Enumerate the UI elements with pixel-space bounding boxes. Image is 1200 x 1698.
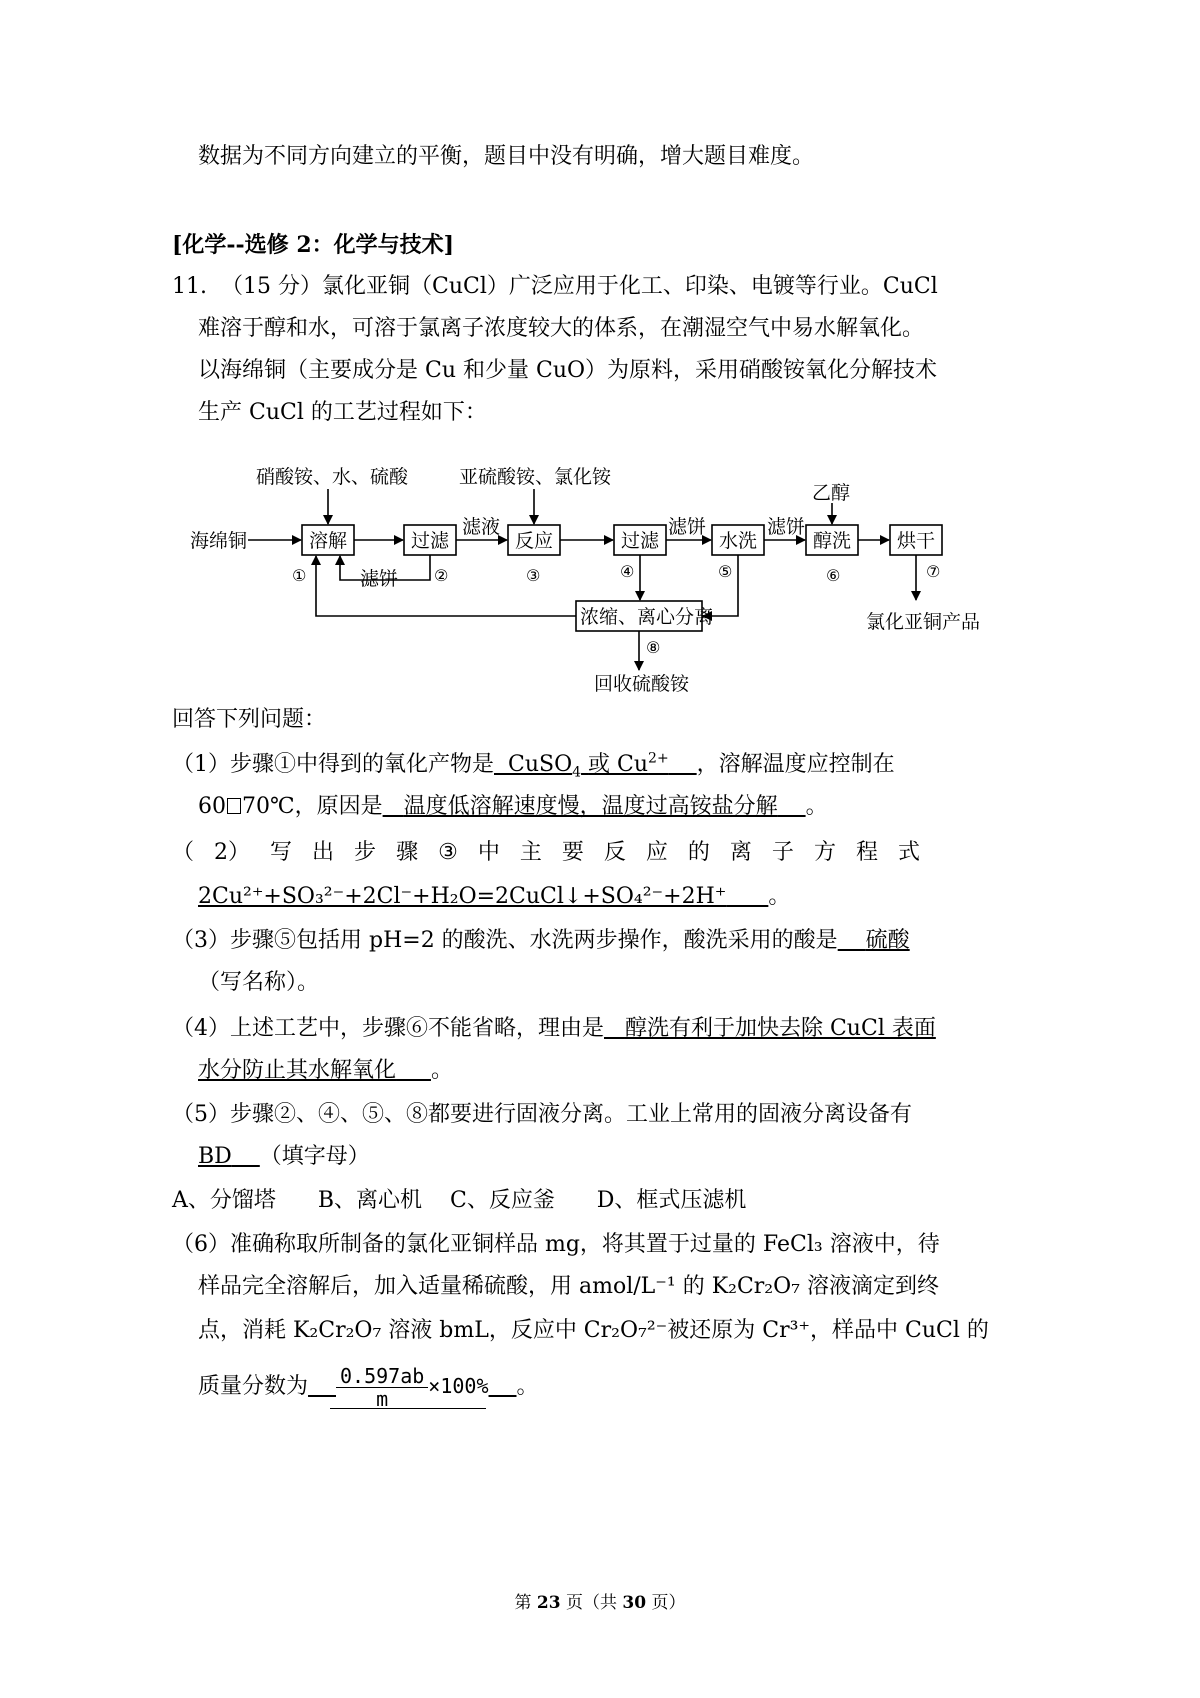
part-2-char: 方 [813,840,836,865]
box-wash-label: 水洗 [719,530,758,552]
part-1-temp-high: 70℃，原因是 [242,794,383,819]
fraction-percent: ×100% [428,1374,489,1398]
box-dry-label: 烘干 [897,530,936,552]
part-6-text: 质量分数为 [198,1374,309,1399]
part-2-line-1 [172,838,920,868]
answer-reason-2: 水分防止其水解氧化 [198,1058,397,1083]
cake-label: 滤饼 [360,568,399,590]
product-label: 氯化亚铜产品 [866,611,980,633]
part-1-answer-2 [383,794,806,819]
part-3-line-1 [172,926,910,956]
part-2-char: 步 [354,840,377,865]
mass-fraction-formula [336,1365,428,1410]
part-2-char: ③ [438,840,458,865]
box-alcwash-label: 醇洗 [813,530,852,552]
part-4-end: 。 [430,1058,453,1083]
cake-label-3: 滤饼 [767,516,806,538]
box-filter2-label: 过滤 [621,530,660,552]
part-6-end: 。 [516,1374,539,1399]
part-2-char: 式 [897,840,920,865]
footer-text-c: 页） [646,1593,686,1613]
part-2-line-2 [198,882,790,912]
question-11-line-2: 难溶于醇和水，可溶于氯离子浓度较大的体系，在潮湿空气中易水解氧化。 [198,316,925,341]
intro-line: 数据为不同方向建立的平衡，题目中没有明确，增大题目难度。 [198,144,815,169]
cake-label-2: 滤饼 [668,516,707,538]
question-points: （15 分） [221,274,322,299]
part-2-char: 主 [519,840,542,865]
step-3-marker: ③ [526,566,541,585]
reagents-2-label: 亚硫酸铵、氯化铵 [459,466,612,488]
part-6-line-4 [198,1362,539,1411]
part-2-char: 要 [561,840,584,865]
box-dissolve-label: 溶解 [309,530,348,552]
part-3-text: （3）步骤⑤包括用 pH=2 的酸洗、水洗两步操作，酸洗采用的酸是 [172,928,838,953]
part-4-line-2 [198,1056,453,1086]
part-1-text-b: ，溶解温度应控制在 [696,752,895,777]
equation-text: 2Cu²⁺+SO₃²⁻+2Cl⁻+H₂O=2CuCl↓+SO₄²⁻+2H⁺ [198,884,727,909]
answer-cuso-text: CuSO [508,752,573,777]
step-5-marker: ⑤ [718,562,733,581]
question-11-line-1 [172,272,938,302]
answer-bd: BD [198,1144,232,1169]
part-6-answer-tail [489,1374,517,1399]
part-2-char: 子 [771,840,794,865]
fraction-numerator: 0.597ab [336,1365,428,1388]
part-2-char: 骤 [396,840,419,865]
part-3-line-2: （写名称）。 [198,970,320,995]
fraction-denominator: m [376,1386,389,1411]
recover-label: 回收硫酸铵 [594,673,690,695]
part-5-answer [198,1144,260,1169]
part-2-char: 离 [729,840,752,865]
part-5-hint: （填字母） [259,1144,370,1169]
answer-2-text: 温度低溶解速度慢，温度过高铵盐分解 [403,794,778,819]
box-filter1-label: 过滤 [411,530,450,552]
footer-text-b: 页（共 [560,1593,623,1613]
part-6-line-3: 点，消耗 K₂Cr₂O₇ 溶液 bmL，反应中 Cr₂O₇²⁻被还原为 Cr³⁺，样品中 CuCl 的 [198,1318,989,1343]
part-4-answer-1 [604,1016,936,1041]
answer-intro: 回答下列问题： [172,707,327,732]
filtrate-label: 滤液 [462,516,501,538]
part-2-char: 程 [855,840,878,865]
part-1-answer-1 [494,750,697,781]
process-flow-diagram [180,455,980,695]
question-number: 11. [172,274,207,299]
start-material-label: 海绵铜 [190,530,248,552]
answer-cu-text: 或 Cu [588,752,649,777]
part-2-equation [198,884,768,909]
part-1-line-1 [172,750,895,780]
answer-reason-1: 醇洗有利于加快去除 CuCl 表面 [624,1016,936,1041]
part-1-temp-low: 60 [198,794,226,819]
part-2-end: 。 [768,884,791,909]
part-4-text: （4）上述工艺中，步骤⑥不能省略，理由是 [172,1016,604,1041]
part-2-char: 反 [603,840,626,865]
part-2-char: 写 [270,840,293,865]
box-concentrate-label: 浓缩、离心分离 [580,606,714,628]
part-6-line-2: 样品完全溶解后，加入适量稀硫酸，用 amol/L⁻¹ 的 K₂Cr₂O₇ 溶液滴定到终 [198,1274,939,1299]
part-3-answer [838,928,910,953]
part-5-line-1: （5）步骤②、④、⑤、⑧都要进行固液分离。工业上常用的固液分离设备有 [172,1102,912,1127]
part-1-text: （1）步骤①中得到的氧化产物是 [172,752,494,777]
question-11-line-3: 以海绵铜（主要成分是 Cu 和少量 CuO）为原料，采用硝酸铵氧化分解技术 [198,358,938,383]
question-11-line-4: 生产 CuCl 的工艺过程如下： [198,400,487,425]
box-react-label: 反应 [515,530,554,552]
question-stem-text: 氯化亚铜（CuCl）广泛应用于化工、印染、电镀等行业。CuCl [322,274,938,299]
missing-glyph-box [227,798,241,814]
answer-acid: 硫酸 [865,928,910,953]
part-4-answer-2 [198,1058,431,1083]
step-2-marker: ② [434,566,449,585]
part-2-char: （ [172,840,195,865]
part-5-options: A、分馏塔 B、离心机 C、反应釜 D、框式压滤机 [172,1188,747,1213]
footer-page-number: 23 [536,1593,561,1613]
step-7-marker: ⑦ [926,562,941,581]
part-2-char: 2） [214,840,251,865]
part-6-line-1: （6）准确称取所制备的氯化亚铜样品 mg，将其置于过量的 FeCl₃ 溶液中，待 [172,1232,940,1257]
part-5-line-2 [198,1142,370,1172]
answer-underline [330,1408,486,1409]
part-2-char: 的 [687,840,710,865]
part-2-char: 应 [645,840,668,865]
reagents-1-label: 硝酸铵、水、硫酸 [256,466,409,488]
part-1-end: 。 [805,794,828,819]
footer-total-pages: 30 [622,1593,647,1613]
step-6-marker: ⑥ [826,566,841,585]
part-6-answer-blank [308,1374,336,1399]
ethanol-label: 乙醇 [812,482,851,504]
part-4-line-1 [172,1014,936,1044]
step-4-marker: ④ [620,562,635,581]
part-2-char: 中 [477,840,500,865]
step-1-marker: ① [292,566,307,585]
page-footer [0,1592,1200,1614]
section-title: [化学--选修 2：化学与技术] [172,232,455,258]
answer-cu-sup: 2+ [648,750,669,767]
answer-cuso-sub: 4 [572,764,582,781]
footer-text-a: 第 [514,1593,537,1613]
part-2-char: 出 [312,840,335,865]
part-1-line-2 [198,792,828,822]
step-8-marker: ⑧ [646,638,661,657]
